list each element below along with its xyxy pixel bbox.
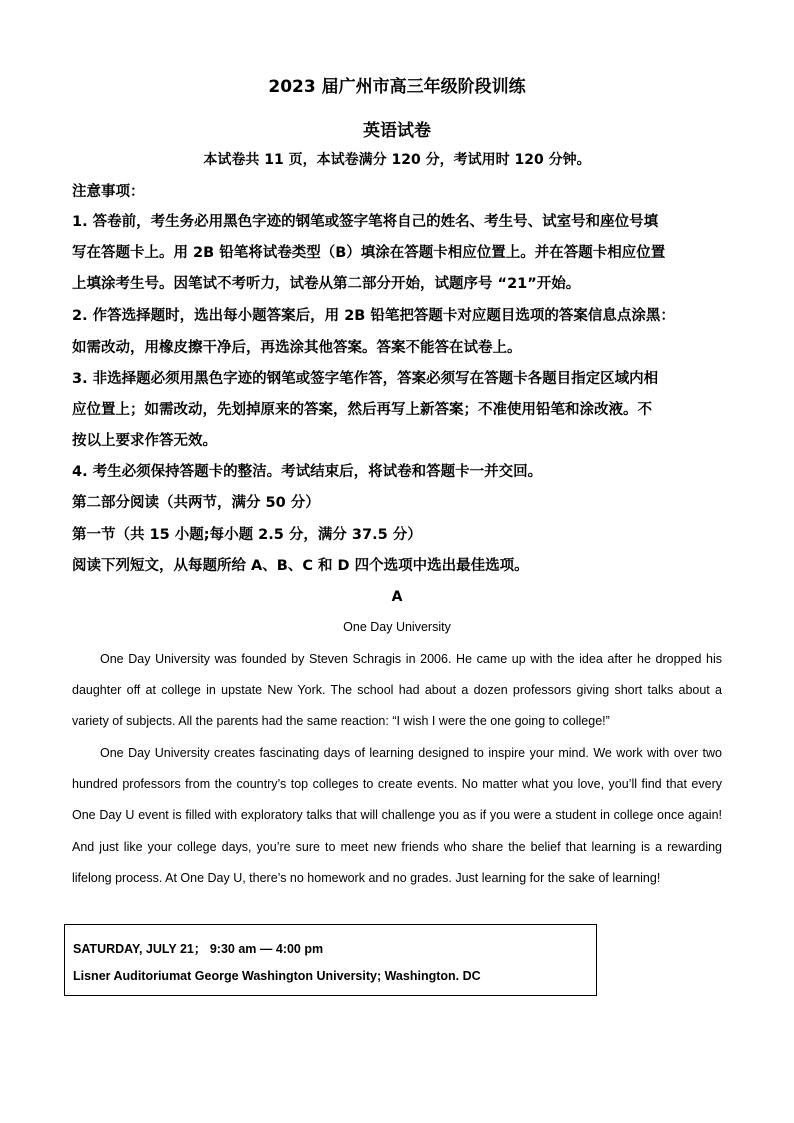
event-date-time: SATURDAY, JULY 21； 9:30 am — 4:00 pm	[73, 942, 324, 956]
notes-line: 按以上要求作答无效。	[72, 433, 217, 449]
passage-label: A	[391, 589, 403, 605]
part-title: 第二部分阅读（共两节，满分 50 分）	[72, 495, 320, 511]
exam-title: 2023 届广州市高三年级阶段训练	[268, 77, 526, 97]
passage-paragraph: One Day University creates fascinating days of learning designed to inspire your mind. We work with over two hundred professors from the country’s top colleges to create events. No matter what you love, you’ll find that every One Day U event is filled with exploratory talks that will challenge you as if you were a student in college once again! And just like your college days, you’re sure to meet new friends who share the belief that learning is a rewarding lifelong process. At One Day U, there’s no homework and no grades. Just learning for the sake of learning!	[72, 746, 722, 885]
exam-info: 本试卷共 11 页，本试卷满分 120 分，考试用时 120 分钟。	[203, 152, 591, 168]
notes-line: 3. 非选择题必须用黑色字迹的钢笔或签字笔作答，答案必须写在答题卡各题目指定区域内相	[72, 371, 659, 387]
event-box	[64, 924, 597, 996]
passage-title: One Day University	[343, 620, 451, 634]
notes-line: 2. 作答选择题时，选出每小题答案后，用 2B 铅笔把答题卡对应题目选项的答案信息点涂黑：	[72, 308, 675, 324]
notes-line: 应位置上；如需改动，先划掉原来的答案，然后再写上新答案；不准使用铅笔和涂改液。不	[72, 402, 652, 418]
notes-line: 4. 考生必须保持答题卡的整洁。考试结束后，将试卷和答题卡一并交回。	[72, 464, 543, 480]
notes-line: 写在答题卡上。用 2B 铅笔将试卷类型（B）填涂在答题卡相应位置上。并在答题卡相应位置	[72, 245, 666, 261]
notes-line: 上填涂考生号。因笔试不考听力，试卷从第二部分开始，试题序号 “21”开始。	[72, 276, 581, 292]
notes-line: 如需改动，用橡皮擦干净后，再选涂其他答案。答案不能答在试卷上。	[72, 340, 522, 356]
notes-heading: 注意事项：	[72, 184, 145, 200]
exam-subtitle: 英语试卷	[363, 121, 431, 141]
instruction: 阅读下列短文，从每题所给 A、B、C 和 D 四个选项中选出最佳选项。	[72, 558, 529, 574]
notes-line: 1. 答卷前，考生务必用黑色字迹的钢笔或签字笔将自己的姓名、考生号、试室号和座位号填	[72, 214, 659, 230]
event-location: Lisner Auditoriumat George Washington University; Washington. DC	[73, 969, 481, 983]
passage-paragraph: One Day University was founded by Steven Schragis in 2006. He came up with the idea after he dropped his daughter off at college in upstate New York. The school had about a dozen professors giving short talks about a variety of subjects. All the parents had the same reaction: “I wish I were the one going to college!”	[72, 652, 722, 729]
section-title: 第一节（共 15 小题;每小题 2.5 分，满分 37.5 分）	[72, 527, 422, 543]
